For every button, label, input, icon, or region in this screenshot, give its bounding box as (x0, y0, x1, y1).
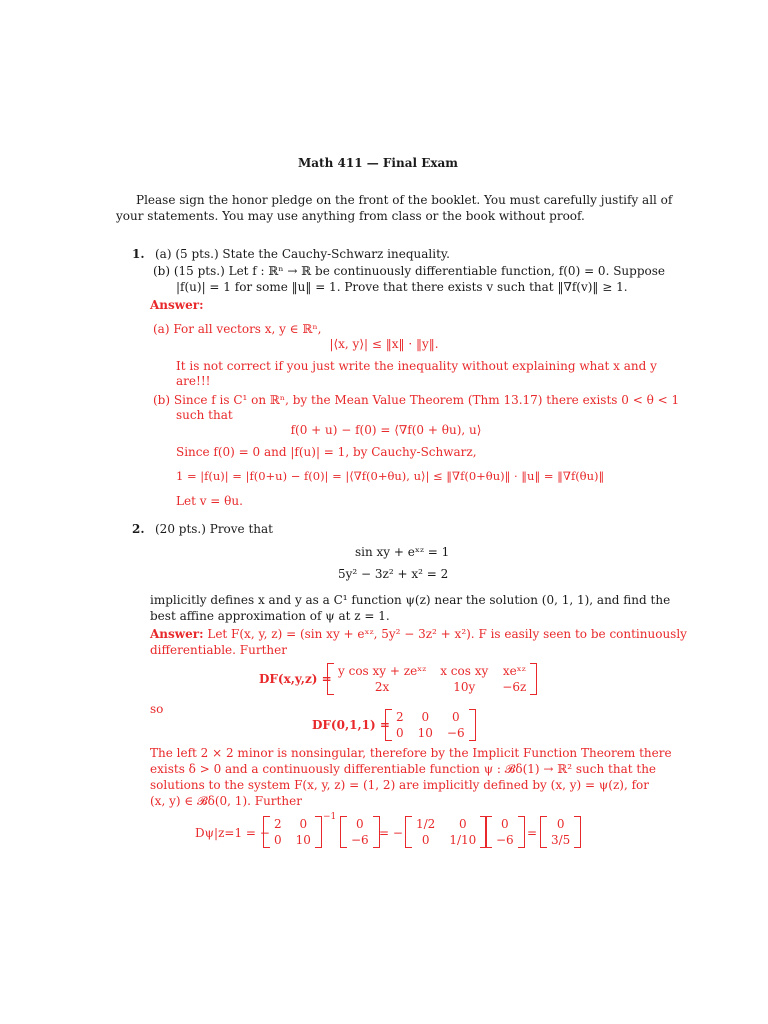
matrix-cell: 10y (453, 679, 476, 694)
matrix-cell: −6z (502, 679, 527, 694)
intro-line-2: your statements. You may use anything from class or the book without proof. (116, 209, 585, 223)
problem-2-implicit-2: best affine approximation of ψ at z = 1. (150, 609, 390, 623)
ift-line-3: solutions to the system F(x, y, z) = (1, 2) are implicitly defined by (x, y) = ψ(z), for (150, 778, 649, 792)
answer-2-definition: Let F(x, y, z) = (sin xy + eˣᶻ, 5y² − 3z² + x²). F is easily seen to be continuously (207, 627, 687, 641)
dpsi-label: Dψ|z=1 = − (195, 826, 270, 840)
matrix-cell: 0 (356, 816, 364, 831)
problem-2-implicit-1: implicitly defines x and y as a C¹ function ψ(z) near the solution (0, 1, 1), and find the (150, 593, 671, 607)
answer-1a: (a) For all vectors x, y ∈ ℝⁿ, (153, 322, 322, 336)
answer-1b-line-1: (b) Since f is C¹ on ℝⁿ, by the Mean Value Theorem (Thm 13.17) there exists 0 < θ < 1 (153, 393, 680, 407)
matrix-cell: −6 (496, 832, 514, 847)
scaled-inverse-matrix (405, 815, 487, 849)
problem-1b-line-1: (b) (15 pts.) Let f : ℝⁿ → ℝ be continuously differentiable function, f(0) = 0. Suppose (153, 264, 665, 278)
mvt-equation: f(0 + u) − f(0) = ⟨∇f(0 + θu), u⟩ (290, 423, 482, 437)
equals-minus: = − (379, 826, 403, 840)
df-xyz-label: DF(x,y,z) = (259, 672, 332, 686)
matrix-cell: −6 (446, 725, 465, 740)
cauchy-schwarz-chain: 1 = |f(u)| = |f(0+u) − f(0)| = |⟨∇f(0+θu), u⟩| ≤ ‖∇f(0+θu)‖ · ‖u‖ = ‖∇f(θu)‖ (176, 469, 605, 483)
inverse-exponent: −1 (323, 812, 337, 822)
answer-2-line-2: differentiable. Further (150, 643, 287, 657)
system-equation-2: 5y² − 3z² + x² = 2 (338, 567, 449, 581)
problem-2-line: (20 pts.) Prove that (155, 522, 273, 536)
matrix-cell: 0 (396, 725, 404, 740)
answer-1b-let: Let v = θu. (176, 494, 243, 508)
df-xyz-matrix (327, 662, 537, 696)
matrix-cell: x cos xy (440, 663, 489, 678)
matrix-cell: 3/5 (551, 832, 571, 847)
matrix-cell: 1/2 (416, 816, 436, 831)
problem-2-number: 2. (132, 522, 145, 536)
ift-line-1: The left 2 × 2 minor is nonsingular, therefore by the Implicit Function Theorem there (150, 746, 672, 760)
answer-1b-since: Since f(0) = 0 and |f(u)| = 1, by Cauchy-Schwarz, (176, 445, 477, 459)
matrix-cell: 2 (396, 709, 404, 724)
problem-1a: (a) (5 pts.) State the Cauchy-Schwarz inequality. (155, 247, 450, 261)
answer-label-2: Answer: (150, 627, 204, 641)
system-equation-1: sin xy + eˣᶻ = 1 (355, 545, 450, 559)
matrix-cell: 0 (501, 816, 509, 831)
answer-label-1: Answer: (150, 298, 204, 312)
answer-1a-note-1: It is not correct if you just write the inequality without explaining what x and y (176, 359, 657, 373)
answer-1b-line-2: such that (176, 408, 233, 422)
matrix-cell: 10 (295, 832, 311, 847)
intro-line-1: Please sign the honor pledge on the front of the booklet. You must carefully justify all of (136, 193, 673, 207)
matrix-cell: 10 (417, 725, 433, 740)
matrix-cell: 0 (451, 709, 460, 724)
cauchy-schwarz-equation: |⟨x, y⟩| ≤ ‖x‖ · ‖y‖. (329, 337, 439, 351)
matrix-cell: 1/10 (449, 832, 477, 847)
page-title: Math 411 — Final Exam (298, 156, 458, 170)
df-011-matrix (385, 708, 476, 742)
matrix-cell: y cos xy + zeˣᶻ (338, 663, 427, 678)
answer-1a-note-2: are!!! (176, 374, 211, 388)
matrix-cell: 2x (374, 679, 390, 694)
vector-1 (340, 815, 380, 849)
matrix-cell: 0 (299, 816, 308, 831)
matrix-cell: 0 (556, 816, 565, 831)
inverse-matrix (263, 815, 322, 849)
problem-1b-line-2: |f(u)| = 1 for some ‖u‖ = 1. Prove that there exists v such that ‖∇f(v)‖ ≥ 1. (176, 280, 628, 294)
ift-line-2: exists δ > 0 and a continuously differentiable function ψ : 𝓑δ(1) → ℝ² such that the (150, 762, 657, 776)
equals-sign: = (527, 826, 538, 840)
matrix-cell: 0 (274, 832, 282, 847)
problem-1-number: 1. (132, 247, 145, 261)
matrix-cell: −6 (351, 832, 369, 847)
result-vector (540, 815, 581, 849)
matrix-cell: 2 (274, 816, 282, 831)
df-011-label: DF(0,1,1) = (312, 718, 390, 732)
matrix-cell: 0 (458, 816, 467, 831)
matrix-cell: 0 (421, 709, 430, 724)
matrix-cell: xeˣᶻ (502, 663, 526, 678)
ift-line-4: (x, y) ∈ 𝓑δ(0, 1). Further (150, 794, 302, 808)
so-text: so (150, 702, 164, 716)
vector-2 (485, 815, 525, 849)
matrix-cell: 0 (421, 832, 430, 847)
answer-2-line-1 (150, 627, 687, 642)
